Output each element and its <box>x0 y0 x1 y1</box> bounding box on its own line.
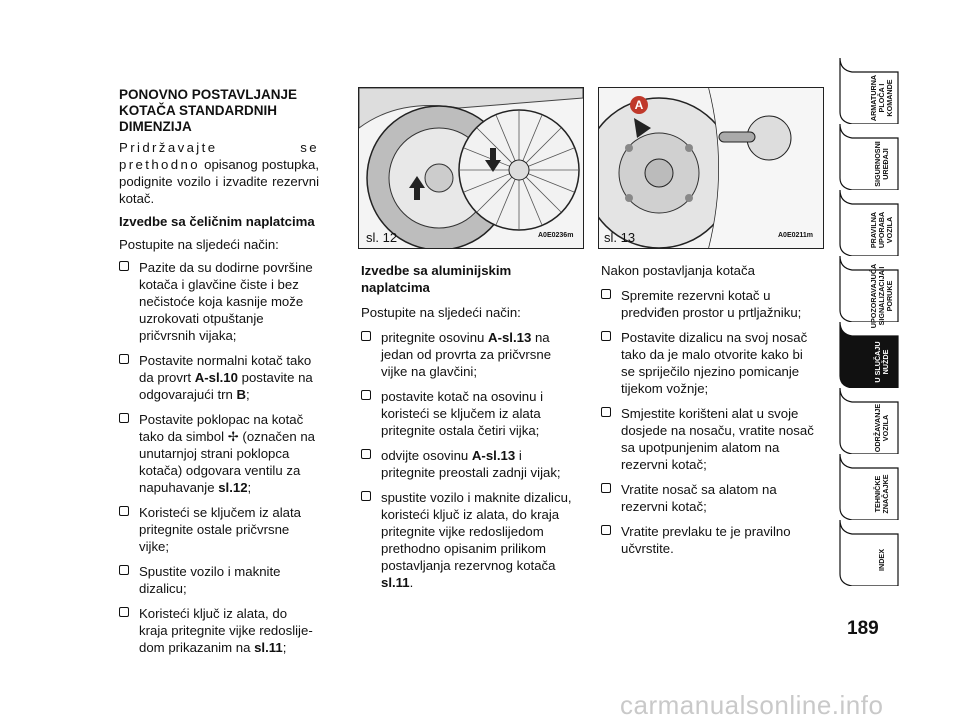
wheel-mounting-drawing <box>359 88 583 248</box>
chapter-tab[interactable] <box>838 388 898 453</box>
checkbox-bullet-icon <box>601 331 611 341</box>
figure-12-illustration <box>358 87 584 249</box>
bullet-text: Spremite rezervni kotač u predviđen prostor u prtljažniku; <box>621 288 802 320</box>
bullet-item <box>119 411 319 496</box>
lead-text: Nakon postavljanja kotača <box>601 263 755 278</box>
chapter-tab-line: PLOČA I <box>877 83 886 113</box>
bullet-item <box>361 447 577 481</box>
bullet-text: i pritegnite preostali zadnji vijak; <box>381 448 561 480</box>
checkbox-bullet-icon <box>361 390 371 400</box>
chapter-tab-line: UREĐAJI <box>881 148 890 180</box>
checkbox-bullet-icon <box>601 407 611 417</box>
middle-column <box>361 262 577 599</box>
chapter-tab-line: UPOZORAVAJUĆA <box>869 263 878 329</box>
sub-heading-alloy: Izvedbe sa aluminijskim naplatcima <box>361 263 512 295</box>
chapter-tab-line: SIGURNOSNI <box>873 141 882 187</box>
chapter-tab-line: TEHNIČKE <box>873 475 882 513</box>
bullet-item <box>119 605 319 656</box>
checkbox-bullet-icon <box>601 483 611 493</box>
valve-symbol-icon: ✢ <box>227 429 239 444</box>
chapter-tab-line: UPORABA <box>877 211 886 249</box>
chapter-tab[interactable] <box>838 124 898 187</box>
checkbox-bullet-icon <box>119 354 129 364</box>
chapter-tab[interactable] <box>838 58 898 122</box>
checkbox-bullet-icon <box>601 289 611 299</box>
bullet-text: Postavite poklopac na kotač tako da simbol <box>139 412 304 444</box>
chapter-tab-line: VOZILA <box>885 216 894 244</box>
figure-13-code: A0E0211m <box>778 232 814 239</box>
bullet-text: Postavite dizalicu na svoj nosač tako da je malo otvorite kako bi se spriječilo njezino pomicanje tijekom vožnje; <box>621 330 808 396</box>
chapter-tab-label <box>856 336 908 388</box>
left-column <box>119 87 319 664</box>
intro-spaced-text: Pridržavajte se prethodno <box>119 140 319 172</box>
figure-12-caption: sl. 12 <box>366 230 398 245</box>
bullet-text: Vratite prevlaku te je pravilno učvrstite. <box>621 524 791 556</box>
chapter-tab-label <box>856 138 908 190</box>
bullet-item <box>601 481 817 515</box>
right-column <box>601 262 817 565</box>
bullet-text: . <box>409 575 414 590</box>
chapter-tab[interactable] <box>838 256 898 329</box>
bullet-item <box>119 563 319 597</box>
bullet-item <box>601 405 817 473</box>
bullet-item <box>601 329 817 397</box>
chapter-tab-line: KOMANDE <box>885 79 894 117</box>
checkbox-bullet-icon <box>601 525 611 535</box>
chapter-tab[interactable] <box>838 520 898 580</box>
chapter-tab-line: ARMATURNA <box>869 74 878 122</box>
bullet-text: pritegnite osovinu <box>381 330 489 345</box>
bullet-text: Pazite da su dodirne površine kotača i glavčine čiste i bez nečistoće koja kasnije može uzrokovati otpuštanje pričvrsnih vijaka; <box>139 260 313 343</box>
checkbox-bullet-icon <box>119 565 129 575</box>
bullet-text: postavite kotač na osovinu i koristeći se ključem iz alata pritegnite ostala četiri vijka; <box>381 389 544 438</box>
chapter-tab-label <box>856 468 908 520</box>
bullet-text: spustite vozilo i maknite dizalicu, koristeći ključ iz alata, do kraja pritegnite vijke redoslijedom prethodno opisanim prilikom postavljanja rezervnog kotača <box>381 490 572 573</box>
figure-ref: A-sl.10 <box>194 370 238 385</box>
chapter-tab-label <box>856 402 908 454</box>
checkbox-bullet-icon <box>119 413 129 423</box>
intro-rest-text: opisanog postupka, podignite vozilo i izvadite rezervni kotač. <box>119 157 319 206</box>
bullet-text: ; <box>247 480 252 495</box>
watermark-text: carmanualsonline.info <box>620 690 884 720</box>
chapter-tab-label <box>856 263 908 329</box>
bullet-item <box>601 523 817 557</box>
bullet-text: Spustite vozilo i maknite dizalicu; <box>139 564 281 596</box>
section-heading: PONOVNO POSTAVLJANJE KOTAČA STANDARDNIH DIMENZIJA <box>119 87 298 134</box>
chapter-tab-label <box>856 204 908 256</box>
bullet-item <box>361 388 577 439</box>
bullet-item <box>361 329 577 380</box>
checkbox-bullet-icon <box>119 607 129 617</box>
bullet-item <box>119 504 319 555</box>
figure-ref: A-sl.13 <box>488 330 532 345</box>
lead-text: Postupite na sljedeći način: <box>119 237 279 252</box>
bullet-item <box>361 489 577 591</box>
checkbox-bullet-icon <box>361 449 371 459</box>
bullet-text: na jedan od provrta za pričvrsne vijke na glavčini; <box>381 330 552 379</box>
bullet-text: odvijte osovinu <box>381 448 472 463</box>
checkbox-bullet-icon <box>361 491 371 501</box>
checkbox-bullet-icon <box>119 506 129 516</box>
bullet-item <box>601 287 817 321</box>
chapter-tab[interactable] <box>838 322 898 382</box>
chapter-tab-line: PRAVILNA <box>869 211 878 249</box>
bullet-text: Postavite normalni kotač tako da provrt <box>139 353 312 385</box>
bullet-text: (označen na unutarnjoj strani poklopca kotača) odgovara ventilu za napuhavanje <box>139 429 316 495</box>
bullet-text: ; <box>246 387 250 402</box>
bullet-text: Koristeći se ključem iz alata pritegnite ostale pričvrsne vijke; <box>139 505 301 554</box>
chapter-tab-label <box>856 72 908 124</box>
figure-ref: B <box>236 387 247 402</box>
bullet-text: postavite na odgovarajući trn <box>139 370 313 402</box>
bullet-text: Vratite nosač sa alatom na rezervni kotač; <box>621 482 777 514</box>
chapter-tab-line: NUŽDE <box>881 349 890 375</box>
figure-ref: sl.11 <box>254 640 283 655</box>
page-number: 189 <box>847 618 879 639</box>
chapter-tab-line: PORUKE <box>885 280 894 312</box>
marker-a-icon: A <box>630 96 648 114</box>
chapter-tab-line: SIGNALIZACIJA I <box>877 266 886 326</box>
chapter-tab-line: VOZILA <box>881 414 890 442</box>
checkbox-bullet-icon <box>119 261 129 271</box>
figure-13-caption: sl. 13 <box>604 230 636 245</box>
bullet-text: Koristeći ključ iz alata, do kraja pritegnite vijke redoslije-dom prikazanim na <box>139 606 313 655</box>
chapter-tab-line: INDEX <box>877 549 886 571</box>
chapter-tab-line: ZNAČAJKE <box>881 474 890 514</box>
bullet-item <box>119 352 319 403</box>
figure-12-code: A0E0236m <box>538 232 574 239</box>
figure-13-illustration <box>598 87 824 249</box>
chapter-tab-line: U SLUČAJU <box>873 341 882 383</box>
chapter-tab[interactable] <box>838 190 898 250</box>
sub-heading-steel: Izvedbe sa čeličnim naplatcima <box>119 214 315 229</box>
figure-ref: sl.11 <box>381 575 410 590</box>
bullet-text: Smjestite korišteni alat u svoje dosjede na nosaču, vratite nosač sa upotpunjenim alatom na rezervni kotač; <box>621 406 814 472</box>
chapter-tab[interactable] <box>838 454 898 514</box>
figure-ref: sl.12 <box>218 480 248 495</box>
bullet-item <box>119 259 319 344</box>
figure-ref: A-sl.13 <box>471 448 516 463</box>
chapter-tab-line: ODRŽAVANJE <box>873 403 882 453</box>
chapter-tab-label <box>856 534 908 586</box>
intro-paragraph <box>119 139 319 207</box>
lead-text: Postupite na sljedeći način: <box>361 305 521 320</box>
checkbox-bullet-icon <box>361 331 371 341</box>
bullet-text: ; <box>282 640 287 655</box>
